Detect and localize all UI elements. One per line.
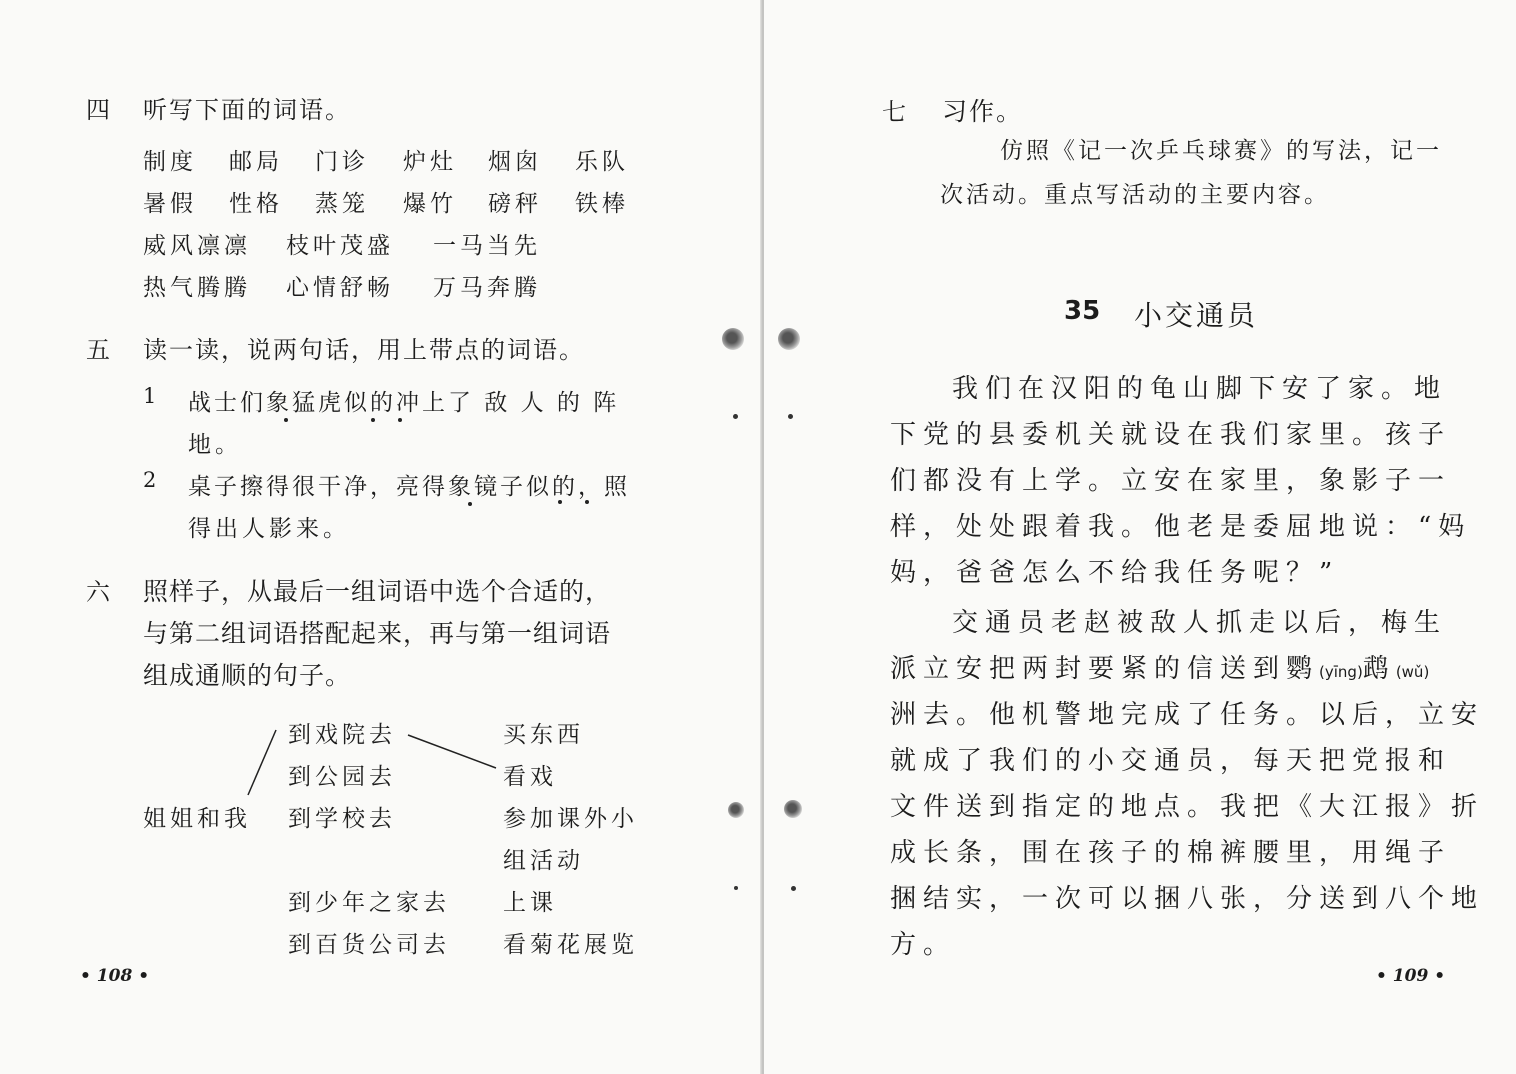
paragraph-1-line-1: 我们在汉阳的龟山脚下安了家。地 bbox=[952, 374, 1448, 404]
pinyin-annotation: (wǔ) bbox=[1395, 663, 1430, 681]
q5-item-1-line2: 地。 bbox=[188, 432, 242, 458]
word: 门诊 bbox=[315, 149, 369, 175]
paragraph-1-line-2: 下党的县委机关就设在我们家里。孩子 bbox=[890, 420, 1452, 450]
paragraph-1-line-5: 妈，爸爸怎么不给我任务呢？” bbox=[890, 558, 1340, 588]
word: 邮局 bbox=[229, 149, 283, 175]
paragraph-2-line-4: 就成了我们的小交通员，每天把党报和 bbox=[890, 746, 1452, 776]
right-page bbox=[764, 0, 1516, 1074]
q7-line-2: 次活动。重点写活动的主要内容。 bbox=[940, 182, 1330, 208]
binding-hole bbox=[778, 328, 800, 350]
q6-place-5: 到百货公司去 bbox=[288, 932, 450, 958]
word: 性格 bbox=[229, 191, 283, 217]
q5-item-2-line1: 桌子擦得很干净，亮得象镜子似的，照 bbox=[188, 474, 630, 500]
connector-subject-to-theatre bbox=[248, 730, 276, 795]
q6-activity-3: 参加课外小 bbox=[503, 806, 638, 832]
q4-marker: 四 bbox=[86, 96, 110, 124]
word: 心情舒畅 bbox=[286, 275, 394, 301]
lesson-number: 35 bbox=[1064, 296, 1101, 326]
word: 炉灶 bbox=[403, 149, 457, 175]
paragraph-1-line-4: 样，处处跟着我。他老是委屈地说：“妈 bbox=[890, 512, 1472, 542]
word: 热气腾腾 bbox=[143, 275, 251, 301]
lesson-title: 小交通员 bbox=[1134, 299, 1259, 332]
paragraph-2-line-1: 交通员老赵被敌人抓走以后，梅生 bbox=[952, 608, 1448, 638]
word: 蒸笼 bbox=[315, 191, 369, 217]
word: 铁棒 bbox=[575, 191, 629, 217]
word: 磅秤 bbox=[488, 191, 542, 217]
word: 制度 bbox=[143, 149, 197, 175]
q6-line-2: 与第二组词语搭配起来，再与第一组词语 bbox=[143, 619, 612, 648]
paragraph-2-line-5: 文件送到指定的地点。我把《大江报》折 bbox=[890, 792, 1485, 822]
page-number-left: • 108 • bbox=[80, 966, 150, 986]
word: 乐队 bbox=[575, 149, 629, 175]
connector-theatre-to-show bbox=[408, 735, 496, 768]
word: 枝叶茂盛 bbox=[286, 233, 394, 259]
speck bbox=[734, 886, 738, 890]
word: 爆竹 bbox=[403, 191, 457, 217]
paragraph-2-line-8: 方。 bbox=[890, 930, 957, 960]
q6-marker: 六 bbox=[86, 578, 110, 606]
binding-hole bbox=[722, 328, 744, 350]
pinyin-annotation: (yīng) bbox=[1319, 663, 1363, 681]
q6-activity-6: 看菊花展览 bbox=[503, 932, 638, 958]
speck bbox=[733, 414, 738, 419]
word: 威风凛凛 bbox=[143, 233, 251, 259]
speck bbox=[791, 886, 796, 891]
q6-activity-5: 上课 bbox=[503, 890, 557, 916]
q6-place-1: 到戏院去 bbox=[288, 722, 396, 748]
paragraph-2-line-2 bbox=[890, 646, 1429, 695]
q6-activity-2: 看戏 bbox=[503, 764, 557, 790]
paragraph-2-line-7: 捆结实，一次可以捆八张，分送到八个地 bbox=[890, 884, 1485, 914]
paragraph-2-line-2-char: 鹉 bbox=[1362, 654, 1396, 684]
q7-instruction: 习作。 bbox=[942, 97, 1024, 126]
q5-item-2-number: 2 bbox=[143, 468, 157, 492]
q7-marker: 七 bbox=[882, 98, 906, 126]
paragraph-2-line-6: 成长条，围在孩子的棉裤腰里，用绳子 bbox=[890, 838, 1452, 868]
paragraph-2-line-3: 洲去。他机警地完成了任务。以后，立安 bbox=[890, 700, 1485, 730]
q6-place-2: 到公园去 bbox=[288, 764, 396, 790]
q5-instruction: 读一读，说两句话，用上带点的词语。 bbox=[143, 336, 585, 364]
q5-marker: 五 bbox=[86, 336, 110, 364]
binding-hole bbox=[728, 802, 744, 818]
binding-hole bbox=[784, 800, 802, 818]
q6-subject: 姐姐和我 bbox=[143, 806, 251, 832]
speck bbox=[788, 414, 793, 419]
q4-instruction: 听写下面的词语。 bbox=[143, 96, 351, 124]
paragraph-2-line-2-text: 派立安把两封要紧的信送到鹦 bbox=[890, 654, 1320, 684]
q6-activity-1: 买东西 bbox=[503, 722, 584, 748]
q5-item-1-line1: 战士们象猛虎似的冲上了 敌 人 的 阵 bbox=[188, 390, 620, 416]
word: 一马当先 bbox=[433, 233, 541, 259]
q7-line-1: 仿照《记一次乒乓球赛》的写法，记一 bbox=[1000, 138, 1442, 164]
word: 暑假 bbox=[143, 191, 197, 217]
q6-activity-4: 组活动 bbox=[503, 848, 584, 874]
q6-place-3: 到学校去 bbox=[288, 806, 396, 832]
q5-item-2-line2: 得出人影来。 bbox=[188, 516, 350, 542]
paragraph-1-line-3: 们都没有上学。立安在家里，象影子一 bbox=[890, 466, 1452, 496]
q6-line-3: 组成通顺的句子。 bbox=[143, 661, 352, 690]
q6-line-1: 照样子，从最后一组词语中选个合适的， bbox=[143, 577, 612, 606]
q6-place-4: 到少年之家去 bbox=[288, 890, 450, 916]
q5-item-1-number: 1 bbox=[143, 384, 157, 408]
word: 烟囱 bbox=[488, 149, 542, 175]
page-number-right: • 109 • bbox=[1376, 966, 1446, 986]
word: 万马奔腾 bbox=[433, 275, 541, 301]
